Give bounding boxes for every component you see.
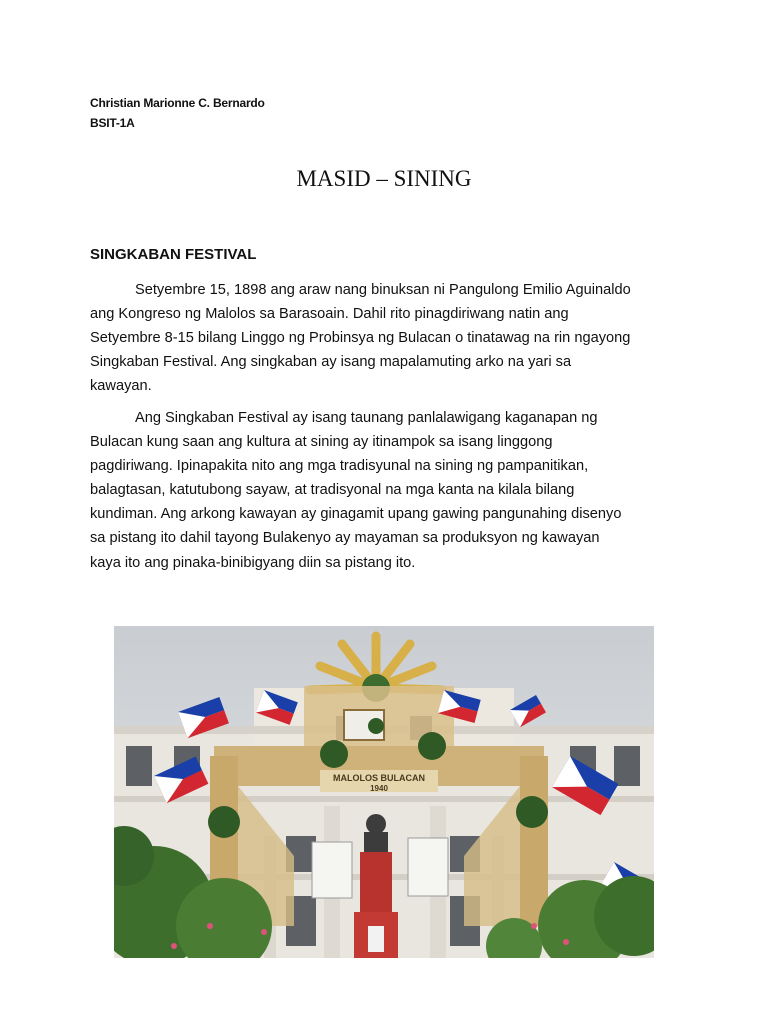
section-heading: SINGKABAN FESTIVAL <box>90 246 257 263</box>
paragraph-2 <box>90 406 688 575</box>
poster-left <box>312 842 352 898</box>
paragraph-line: Setyembre 8-15 bilang Linggo ng Probinsya ng Bulacan o tinatawag na rin ngayong <box>90 330 631 347</box>
paragraph-line: Bulacan kung saan ang kultura at sining ay itinampok sa isang linggong <box>90 434 553 451</box>
paragraph-line: ang Kongreso ng Malolos sa Barasoain. Dahil rito pinagdiriwang natin ang <box>90 306 569 323</box>
author-block <box>90 93 265 133</box>
paragraph-line: Singkaban Festival. Ang singkaban ay isang mapalamuting arko na yari sa <box>90 354 572 371</box>
paragraph-line: sa pistang ito dahil tayong Bulakenyo ay mayaman sa produksyon ng kawayan <box>90 530 600 547</box>
paragraph-line: pagdiriwang. Ipinapakita nito ang mga tradisyunal na sining ng pampanitikan, <box>90 458 589 475</box>
paragraph-line: kaya ito ang pinaka-binibigyang diin sa pistang ito. <box>90 554 416 571</box>
paragraph-line: kawayan. <box>90 378 152 395</box>
paragraph-line: Setyembre 15, 1898 ang araw nang binuksan ni Pangulong Emilio Aguinaldo <box>135 282 631 298</box>
arch-sign-text: MALOLOS BULACAN <box>333 773 425 783</box>
festival-photo-illustration <box>114 626 654 958</box>
author-section: BSIT-1A <box>90 116 135 130</box>
document-title: MASID – SINING <box>296 166 472 191</box>
festival-photo <box>114 626 654 958</box>
paragraph-line: kundiman. Ang arkong kawayan ay ginagamit upang gawing pangunahing disenyo <box>90 506 622 523</box>
author-name: Christian Marionne C. Bernardo <box>90 96 265 110</box>
paragraph-1 <box>90 278 688 398</box>
arch-year-text: 1940 <box>370 784 388 793</box>
poster-right <box>408 838 448 896</box>
paragraph-line: Ang Singkaban Festival ay isang taunang panlalawigang kaganapan ng <box>135 410 598 426</box>
paragraph-line: balagtasan, katutubong sayaw, at tradisyonal na mga kanta na kilala bilang <box>90 482 575 499</box>
